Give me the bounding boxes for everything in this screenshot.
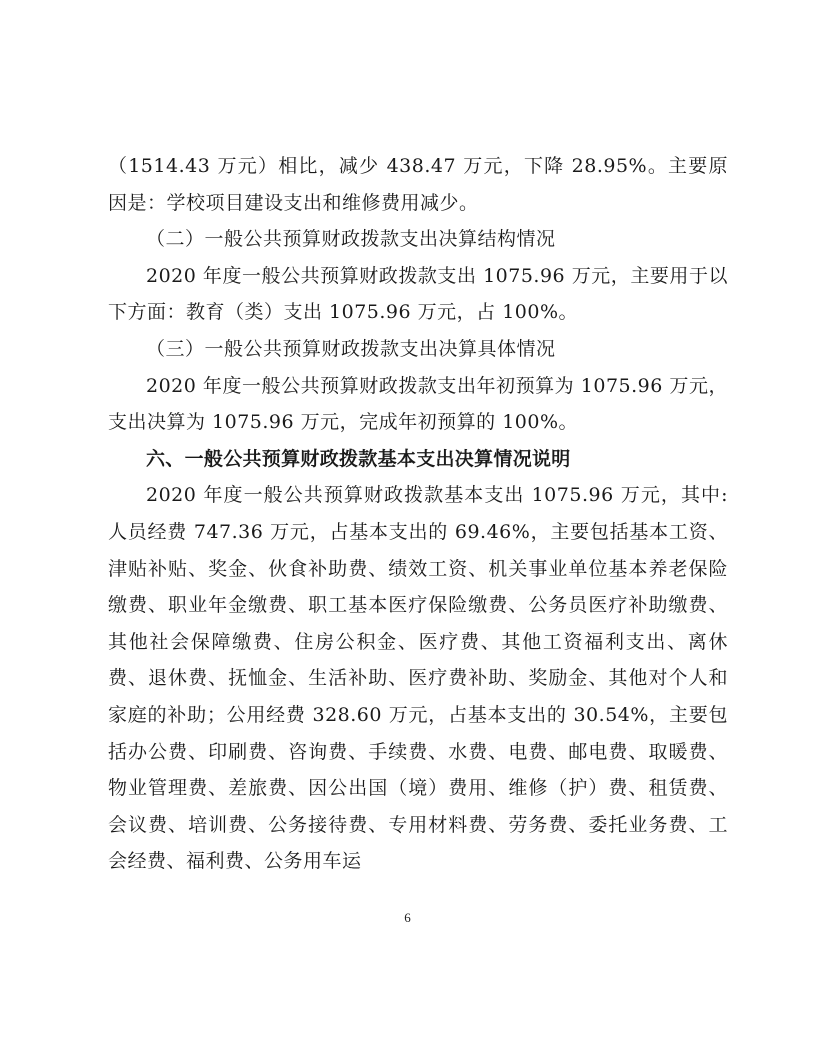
section-heading-basic-expenditure: 六、一般公共预算财政拨款基本支出决算情况说明 [146, 447, 571, 470]
page-number: 6 [404, 910, 411, 925]
subheading-expenditure-details: （三）一般公共预算财政拨款支出决算具体情况 [146, 337, 556, 360]
paragraph-expenditure-details: 2020 年度一般公共预算财政拨款支出年初预算为 1075.96 万元，支出决算为 1075.96 万元，完成年初预算的 100%。 [108, 374, 728, 434]
paragraph-expenditure-structure: 2020 年度一般公共预算财政拨款支出 1075.96 万元，主要用于以下方面：教育（类）支出 1075.96 万元，占 100%。 [108, 264, 728, 324]
paragraph-budget-comparison: （1514.43 万元）相比，减少 438.47 万元，下降 28.95%。主要原因是：学校项目建设支出和维修费用减少。 [108, 155, 728, 214]
paragraph-basic-expenditure: 2020 年度一般公共预算财政拨款基本支出 1075.96 万元，其中:人员经费 747.36 万元，占基本支出的 69.46%，主要包括基本工资、津贴补贴、奖金、伙食补助费、绩效工资、机关事业单位基本养老保险缴费、职业年金缴费、职工基本医疗保险缴费、公务员医疗补助缴费、其他社会保障缴费、住房公积金、医疗费、其他工资福利支出、离休费、退休费、抚恤金、生活补助、医疗费补助、奖励金、其他对个人和家庭的补助；公用经费 328.60 万元，占基本支出的 30.54%，主要包括办公费、印刷费、咨询费、手续费、水费、电费、邮电费、取暖费、物业管理费、差旅费、因公出国（境）费用、维修（护）费、租赁费、会议费、培训费、公务接待费、专用材料费、劳务费、委托业务费、工会经费、福利费、公务用车运 [108, 484, 728, 873]
document-body [108, 148, 728, 880]
subheading-expenditure-structure: （二）一般公共预算财政拨款支出决算结构情况 [146, 228, 556, 251]
